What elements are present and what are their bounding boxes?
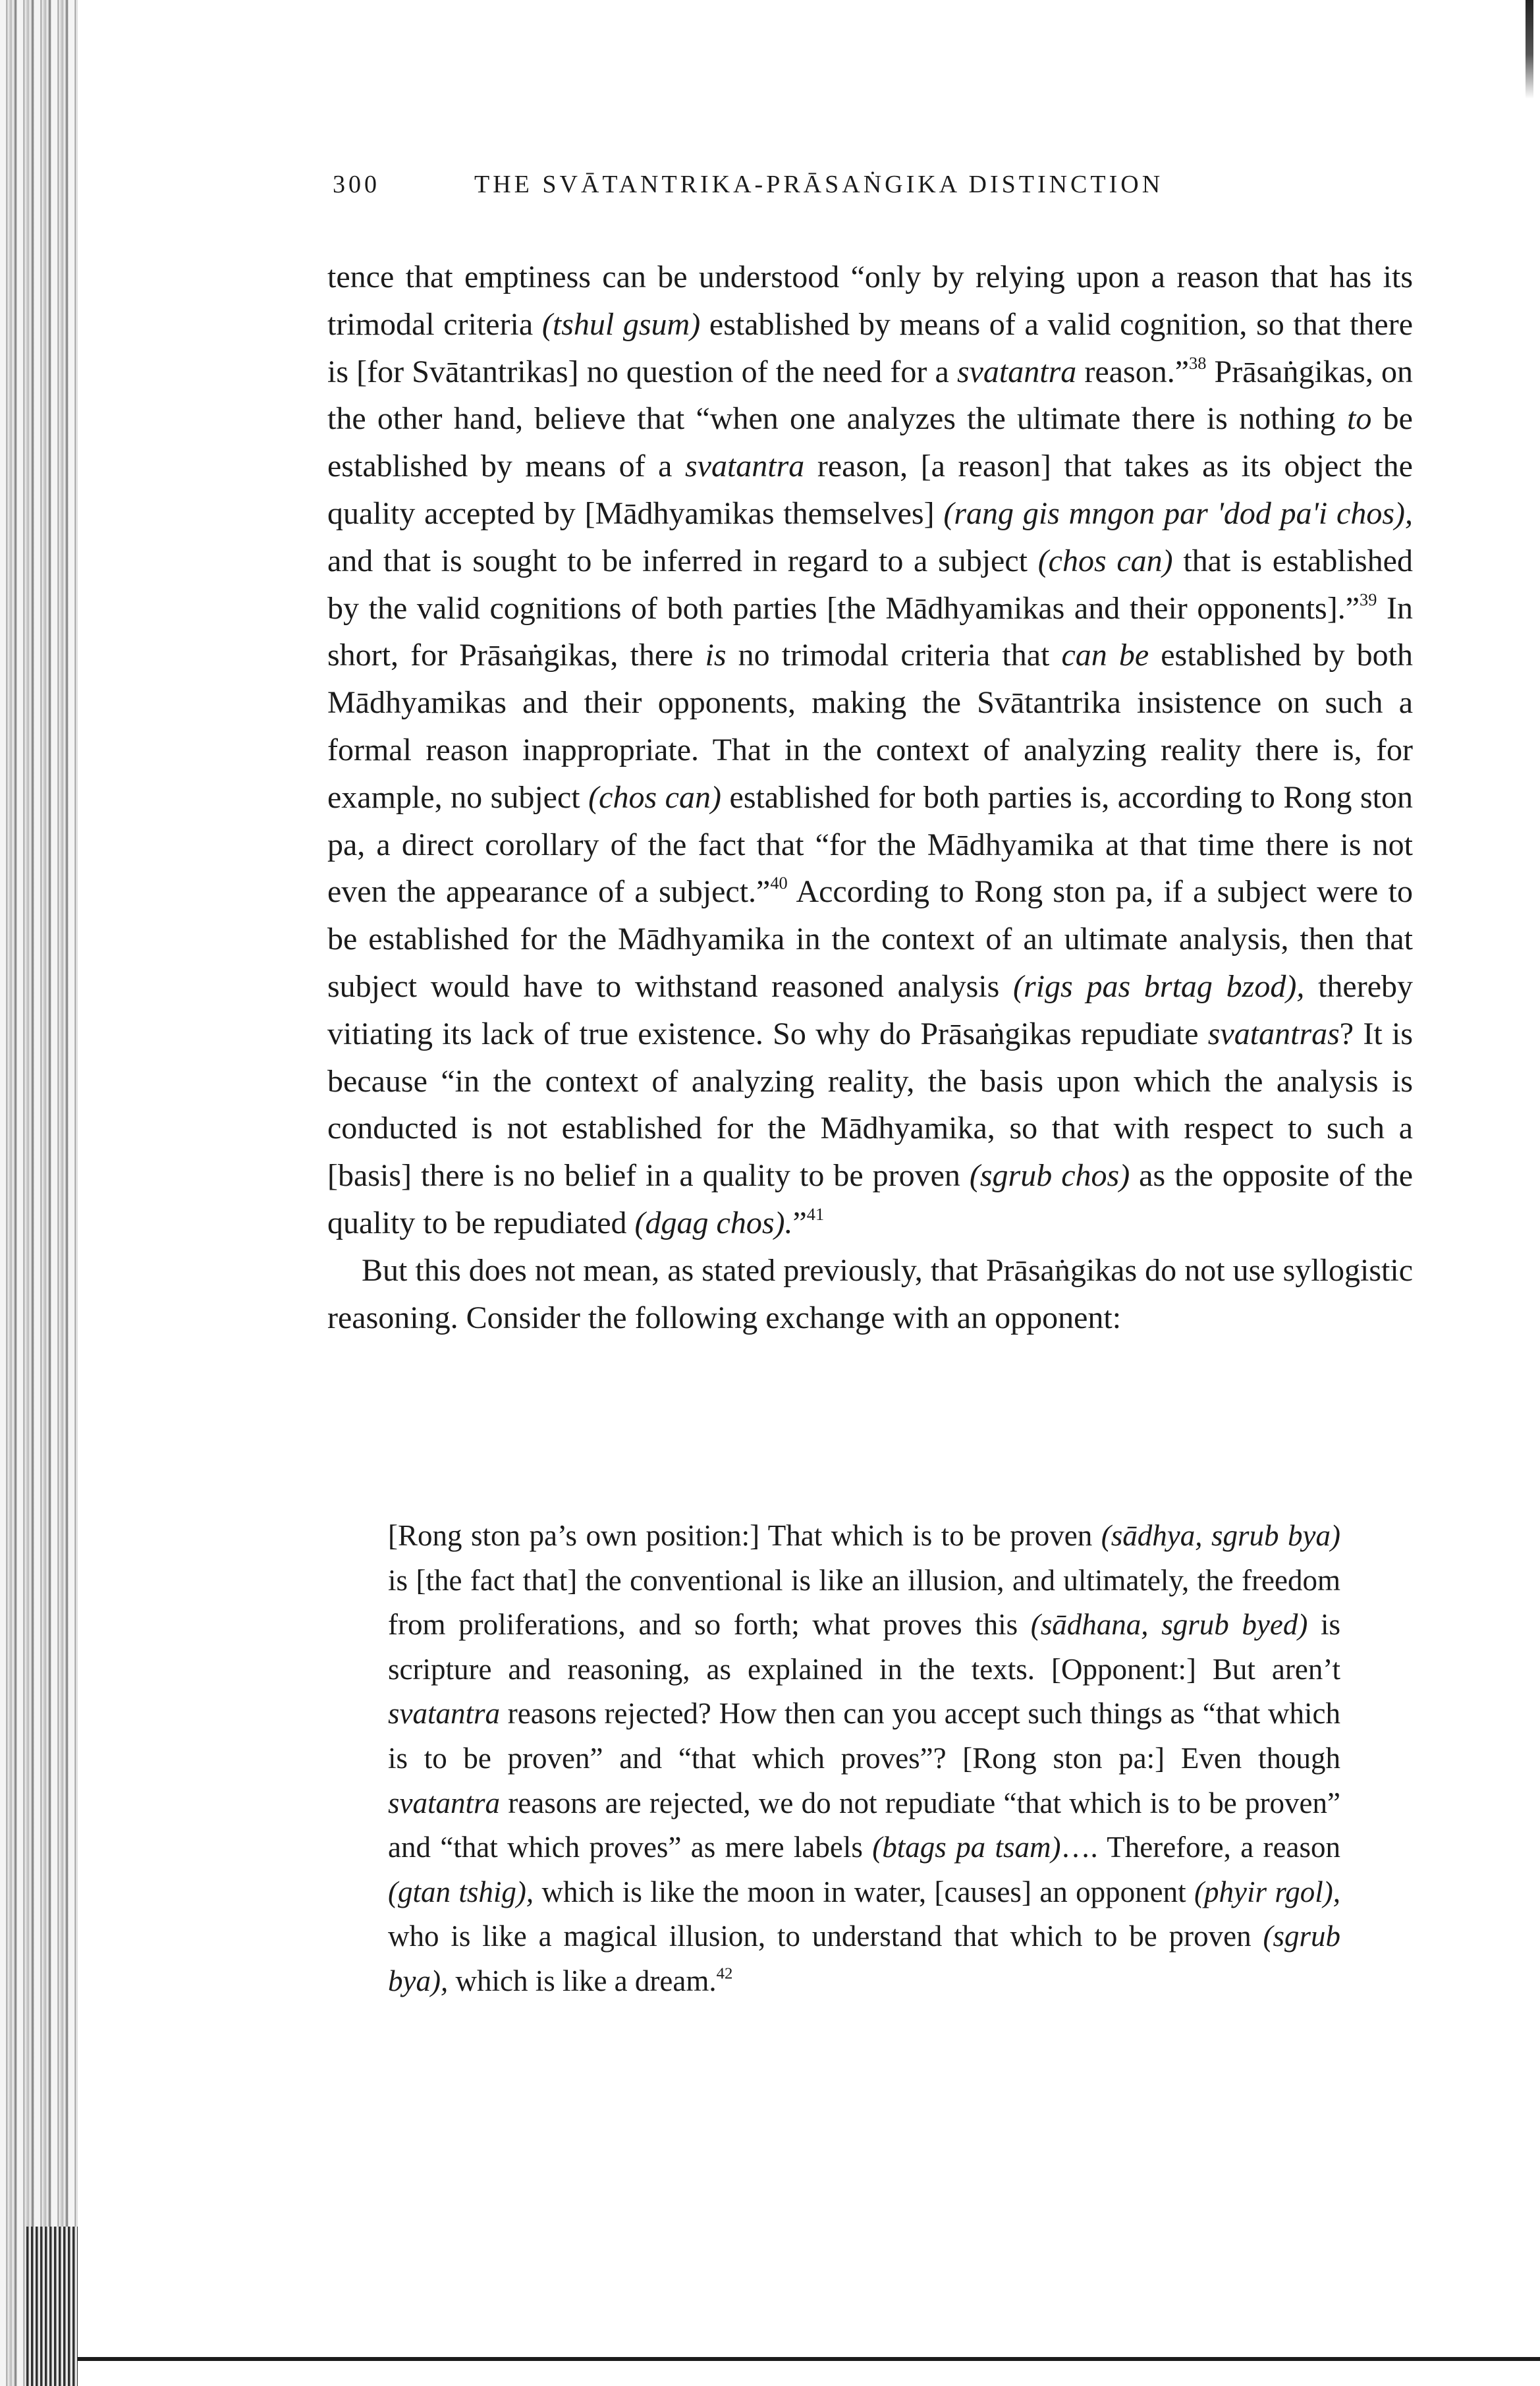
text-run: and that is sought to be inferred in regard to a subject (327, 543, 1038, 578)
text-run: as the opposite of the quality to be repudiated (327, 1158, 1414, 1240)
text-run: is scripture and reasoning, as explained in the texts. [Opponent:] But aren’t (388, 1608, 1340, 1686)
text-run: tence that emptiness can be understood “only by relying upon a reason that has its trimodal criteria (327, 260, 1413, 342)
text-run: reasons are rejected, we do not repudiate “that which is to be proven” and “that which proves” as mere labels (388, 1786, 1340, 1864)
text-run: [Rong ston pa’s own position:] That which is to be proven (388, 1519, 1101, 1552)
sanskrit-term: svatantra (388, 1697, 501, 1731)
text-run: which is like the moon in water, [causes] an opponent (534, 1875, 1195, 1908)
quote-paragraph (388, 1514, 1340, 2004)
footnote-marker: 39 (1360, 589, 1377, 609)
emphasis: to (1347, 401, 1372, 437)
body-paragraph: But this does not mean, as stated previously, that Prāsaṅgikas do not use syllogistic reasoning. Consider the following exchange with an opponent: (327, 1252, 1413, 1335)
text-run: established by both Mādhyamikas and their opponents, making the Svātantrika insistence on such a formal reason inappropriate. That in the context of analyzing reality there is, for example, no subject (327, 638, 1414, 815)
tibetan-term: (btags pa tsam) (872, 1831, 1061, 1864)
tibetan-term: (rigs pas brtag bzod), (1013, 968, 1305, 1004)
text-run: that is established by the valid cognitions of both parties [the Mādhyamikas and their opponents].” (327, 543, 1413, 626)
running-header (333, 170, 1419, 209)
page-number: 300 (333, 171, 380, 198)
tibetan-term: (sgrub bya), (388, 1920, 1340, 1997)
text-run: is [the fact that] the conventional is like an illusion, and ultimately, the freedom from proliferations, and so forth; what proves this (388, 1563, 1340, 1642)
tibetan-term: (dgag chos). (634, 1205, 793, 1240)
tibetan-term: (phyir rgol), (1194, 1875, 1340, 1908)
body-paragraph (327, 254, 1413, 1247)
text-run: established for both parties is, according to Rong ston pa, a direct corollary of the fact that “for the Mādhyamika at that time there is not even the appearance of a subject.” (327, 779, 1414, 910)
tibetan-term: (chos can) (1037, 543, 1173, 578)
text-run: In short, for Prāsaṅgikas, there (327, 590, 1413, 673)
text-run: ? It is because “in the context of analyzing reality, the basis upon which the analysis is conducted is not established for the Mādhyamika, so that with respect to such a [basis] there is no belief in a quality to be proven (327, 1016, 1413, 1194)
book-binding-gutter (0, 0, 78, 2386)
text-run: reason, [a reason] that takes as its object the quality accepted by [Mādhyamikas themselves] (327, 449, 1413, 531)
tibetan-term: (tshul gsum) (541, 306, 701, 342)
text-run: Prāsaṅgikas, on the other hand, believe that “when one analyzes the ultimate there is nothing (327, 354, 1414, 437)
footnote-marker: 38 (1189, 352, 1207, 373)
text-run: established by means of a valid cognition, so that there is [for Svātantrikas] no question of the need for a (327, 306, 1413, 389)
text-run: which is like a dream. (448, 1964, 717, 1997)
text-run: reasons rejected? How then can you accept such things as “that which is to be proven” and “that which proves”? [Rong ston pa:] Even though (388, 1697, 1340, 1775)
scan-edge-mark (1526, 0, 1533, 99)
tibetan-term: (gtan tshig), (388, 1875, 534, 1908)
tibetan-term: (sgrub chos) (969, 1158, 1130, 1194)
running-title: THE SVĀTANTRIKA-PRĀSAṄGIKA DISTINCTION (474, 171, 1164, 198)
text-run: thereby vitiating its lack of true existence. So why do Prāsaṅgikas repudiate (327, 968, 1414, 1051)
text-run: ” (792, 1205, 807, 1240)
emphasis: can be (1061, 638, 1149, 673)
text-run: According to Rong ston pa, if a subject were to be established for the Mādhyamika in the context of an ultimate analysis, then that subject would have to withstand reasoned analysis (327, 874, 1414, 1004)
emphasis: is (705, 638, 727, 673)
block-quote (388, 1514, 1340, 2004)
sanskrit-term: (sādhana, sgrub byed) (1030, 1608, 1308, 1642)
sanskrit-term: svatantra (684, 449, 805, 484)
main-text (327, 254, 1413, 1341)
text-run: no trimodal criteria that (726, 638, 1062, 673)
text-run: …. Therefore, a reason (1060, 1831, 1340, 1864)
footnote-marker: 40 (770, 873, 788, 893)
text-run: be established by means of a (327, 401, 1413, 484)
footnote-marker: 41 (806, 1204, 825, 1225)
sanskrit-term: svatantra (956, 354, 1077, 389)
tibetan-term: (rang gis mngon par 'dod pa'i chos), (943, 495, 1413, 531)
tibetan-term: (chos can) (588, 779, 721, 815)
text-run: reason.” (1076, 354, 1190, 389)
sanskrit-term: (sādhya, sgrub bya) (1101, 1519, 1340, 1552)
scan-bottom-edge (78, 2357, 1540, 2361)
sanskrit-term: svatantras (1207, 1016, 1340, 1051)
text-run: who is like a magical illusion, to understand that which to be proven (388, 1920, 1263, 1953)
footnote-marker: 42 (716, 1964, 733, 1983)
sanskrit-term: svatantra (388, 1786, 501, 1819)
